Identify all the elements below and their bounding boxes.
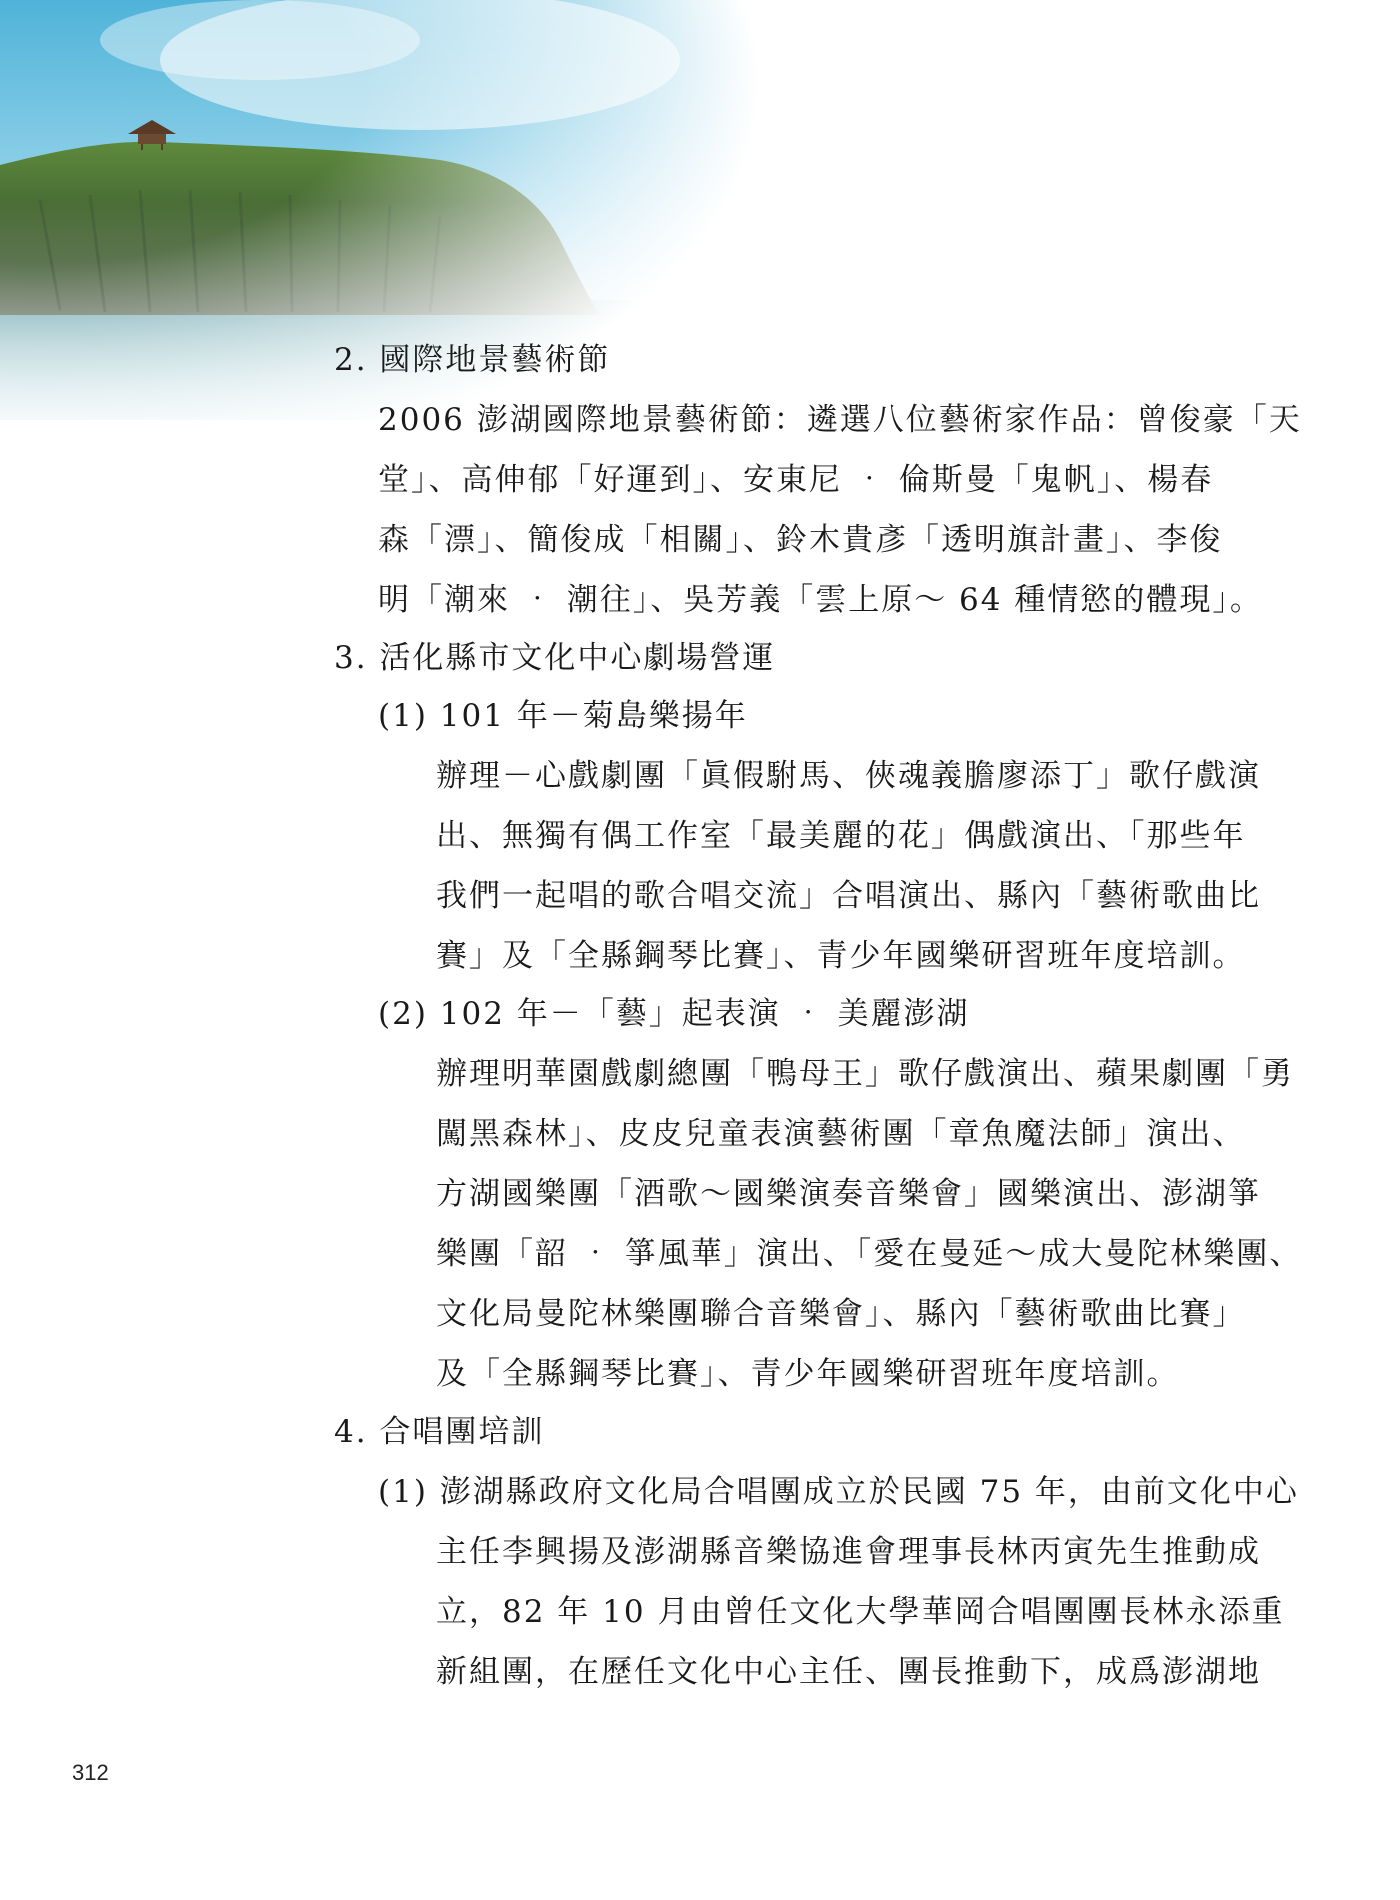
paragraph-line: 樂團「韶 ‧ 箏風華」演出、「愛在曼延～成大曼陀林樂團、 <box>436 1236 1303 1272</box>
paragraph-line: 闖黑森林」、皮皮兒童表演藝術團「章魚魔法師」演出、 <box>436 1116 1246 1152</box>
subsection-label: (1) 101 年－菊島樂揚年 <box>378 698 748 734</box>
page-number: 312 <box>72 1760 109 1785</box>
paragraph-line: 辦理明華園戲劇總團「鴨母王」歌仔戲演出、蘋果劇團「勇 <box>436 1056 1294 1092</box>
section-heading: 4. 合唱團培訓 <box>334 1414 545 1450</box>
paragraph-line: 文化局曼陀林樂團聯合音樂會」、縣內「藝術歌曲比賽」 <box>436 1296 1246 1332</box>
paragraph-line: 主任李興揚及澎湖縣音樂協進會理事長林丙寅先生推動成 <box>436 1534 1261 1570</box>
section-heading: 2. 國際地景藝術節 <box>334 342 611 378</box>
paragraph-line: 森「漂」、簡俊成「相關」、鈴木貴彥「透明旗計畫」、李俊 <box>378 522 1223 558</box>
paragraph-line: 方湖國樂團「酒歌～國樂演奏音樂會」國樂演出、澎湖箏 <box>436 1176 1261 1212</box>
paragraph-line: 明「潮來 ‧ 潮往」、吳芳義「雲上原～ 64 種情慾的體現」。 <box>378 582 1263 618</box>
section-heading: 3. 活化縣市文化中心劇場營運 <box>334 640 776 676</box>
paragraph-line: 堂」、高伸郁「好運到」、安東尼 ‧ 倫斯曼「鬼帆」、楊春 <box>378 462 1214 498</box>
paragraph-line: 2006 澎湖國際地景藝術節：遴選八位藝術家作品：曾俊豪「天 <box>378 402 1302 438</box>
paragraph-line: 辦理－心戲劇團「眞假駙馬、俠魂義膽廖添丁」歌仔戲演 <box>436 758 1261 794</box>
paragraph-line: 新組團，在歷任文化中心主任、團長推動下，成爲澎湖地 <box>436 1654 1261 1690</box>
paragraph-line: 出、無獨有偶工作室「最美麗的花」偶戲演出、「那些年 <box>436 818 1246 854</box>
subsection-label: (2) 102 年－「藝」起表演 ‧ 美麗澎湖 <box>378 996 970 1032</box>
paragraph-line: 我們一起唱的歌合唱交流」合唱演出、縣內「藝術歌曲比 <box>436 878 1261 914</box>
paragraph-line: 立，82 年 10 月由曾任文化大學華岡合唱團團長林永添重 <box>436 1594 1285 1630</box>
paragraph-line: 及「全縣鋼琴比賽」、青少年國樂研習班年度培訓。 <box>436 1356 1180 1392</box>
paragraph-line: 賽」及「全縣鋼琴比賽」、青少年國樂研習班年度培訓。 <box>436 938 1246 974</box>
subsection-label: (1) 澎湖縣政府文化局合唱團成立於民國 75 年，由前文化中心 <box>378 1474 1299 1510</box>
